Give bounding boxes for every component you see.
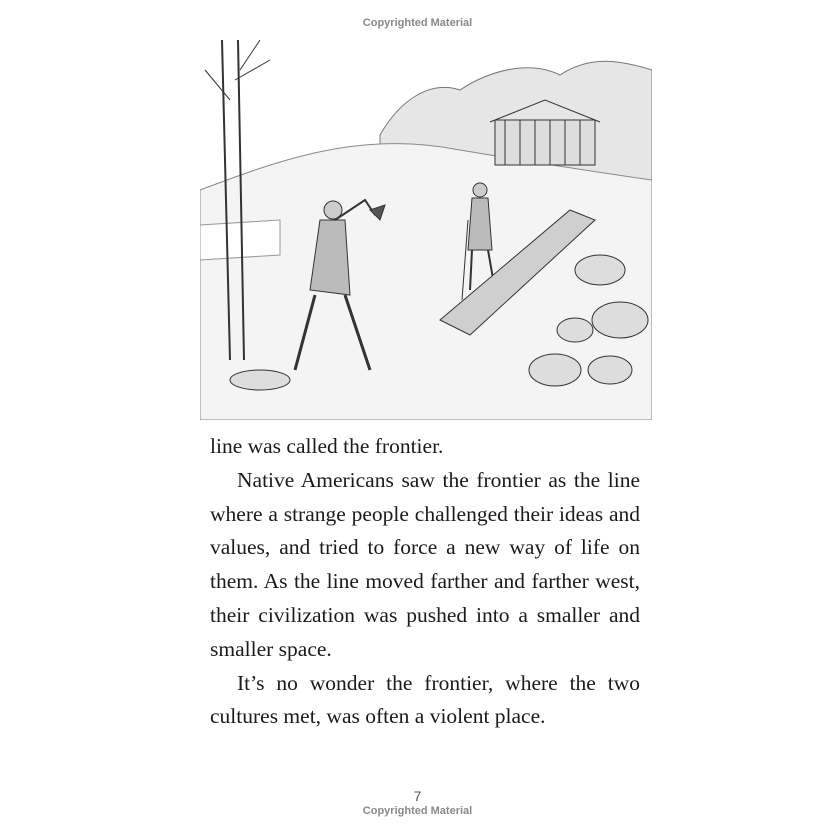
text-line: values, and tried to force a new way of life on: [210, 535, 640, 560]
text-line: cultures met, was often a violent place.: [210, 704, 546, 729]
text-line: Native Americans saw the frontier as the line: [237, 467, 640, 492]
copyright-watermark-top: Copyrighted Material: [362, 17, 473, 29]
page-number: 7: [413, 788, 422, 804]
text-line: It’s no wonder the frontier, where the two: [237, 670, 640, 695]
copyright-watermark-bottom: Copyrighted Material: [362, 805, 473, 817]
body-text: [210, 430, 640, 734]
frontier-illustration: [200, 40, 652, 420]
text-line: smaller space.: [210, 636, 332, 661]
text-line: their civilization was pushed into a smaller and: [210, 602, 640, 627]
text-line: them. As the line moved farther and farther west,: [210, 569, 640, 594]
river: [200, 220, 280, 260]
text-line: line was called the frontier.: [210, 434, 444, 458]
text-line: where a strange people challenged their ideas and: [210, 501, 640, 526]
